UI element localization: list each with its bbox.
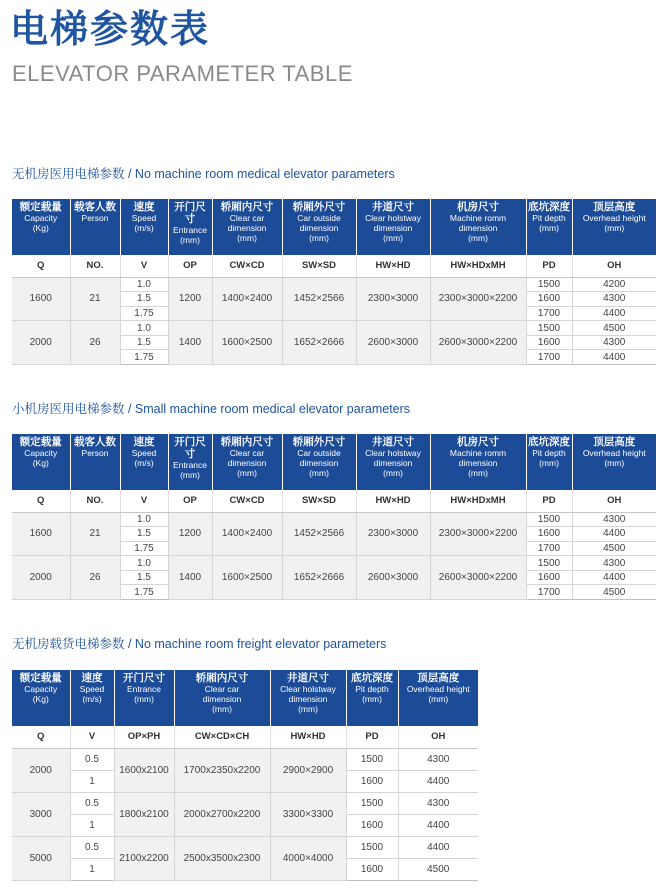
hoistway-cell: 3300×3300	[270, 792, 346, 836]
pit-depth-cell: 1600	[346, 770, 398, 792]
overhead-cell: 4400	[572, 350, 656, 365]
column-header-en: (mm)	[298, 704, 318, 714]
column-header-zh: 井道尺寸	[372, 436, 414, 448]
hoistway-cell: 4000×4000	[270, 836, 346, 880]
entrance-cell: 1400	[168, 321, 212, 365]
column-code: NO.	[70, 255, 120, 277]
overhead-cell: 4300	[572, 292, 656, 307]
column-code: PD	[346, 726, 398, 748]
hoistway-cell: 2300×3000	[356, 512, 430, 556]
persons-cell: 26	[70, 556, 120, 600]
column-header-en: dimension	[458, 458, 498, 468]
column-code: NO.	[70, 490, 120, 512]
column-header-en: Speed	[131, 213, 157, 223]
overhead-cell: 4500	[572, 585, 656, 600]
speed-cell: 1.75	[120, 306, 168, 321]
overhead-cell: 4300	[398, 792, 478, 814]
capacity-cell: 2000	[12, 556, 70, 600]
column-code: HW×HD	[356, 255, 430, 277]
speed-cell: 1.5	[120, 292, 168, 307]
hoistway-cell: 2600×3000	[356, 556, 430, 600]
column-code: HW×HD	[270, 726, 346, 748]
table-row	[12, 512, 656, 527]
column-header-en: (mm)	[428, 694, 449, 704]
overhead-cell: 4300	[572, 512, 656, 527]
column-header-en: Person	[81, 448, 109, 458]
car-outside-cell: 1452×2566	[282, 277, 356, 321]
column-header-en: (mm)	[212, 704, 232, 714]
column-code: SW×SD	[282, 255, 356, 277]
column-header-en: dimension	[299, 223, 339, 233]
column-header	[120, 199, 168, 255]
column-header-en: (mm)	[134, 694, 154, 704]
pit-depth-cell: 1500	[346, 792, 398, 814]
column-header	[12, 670, 70, 726]
column-header-en: dimension	[202, 694, 242, 704]
column-header-zh: 速度	[133, 436, 155, 448]
column-header-en: Clear car	[229, 448, 265, 458]
column-header-en: (Kg)	[32, 223, 49, 233]
column-code: Q	[12, 255, 70, 277]
column-header	[430, 434, 526, 490]
column-code: OH	[398, 726, 478, 748]
column-header-en: Overhead height	[582, 213, 646, 223]
column-header-en: (m/s)	[134, 458, 154, 468]
speed-cell: 1.0	[120, 512, 168, 527]
capacity-cell: 5000	[12, 836, 70, 880]
header-row	[12, 434, 656, 490]
column-code: OP×PH	[114, 726, 174, 748]
pit-depth-cell: 1700	[526, 541, 572, 556]
section-title-no-machine-room-freight: 无机房载货电梯参数 / No machine room freight elevator parameters	[12, 637, 387, 651]
column-header-zh: 机房尺寸	[457, 201, 499, 213]
car-inside-cell: 2500x3500x2300	[174, 836, 270, 880]
speed-cell: 1	[70, 858, 114, 880]
column-header-en: Clear car	[204, 684, 240, 694]
column-header-en: (mm)	[362, 694, 382, 704]
column-header	[212, 199, 282, 255]
column-header-zh: 开门尺寸	[123, 672, 165, 684]
speed-cell: 1.75	[120, 541, 168, 556]
column-header-en: (mm)	[309, 468, 329, 478]
column-header-zh: 载客人数	[74, 436, 116, 448]
speed-cell: 1.75	[120, 585, 168, 600]
column-code: HW×HDxMH	[430, 490, 526, 512]
column-header	[356, 199, 430, 255]
column-header-zh: 底坑深度	[351, 672, 393, 684]
column-header-en: Car outside	[297, 213, 341, 223]
column-header	[356, 434, 430, 490]
machine-room-cell: 2300×3000×2200	[430, 277, 526, 321]
column-header-zh: 额定载量	[19, 436, 62, 448]
speed-cell: 0.5	[70, 748, 114, 770]
column-code: PD	[526, 490, 572, 512]
column-header-zh: 轿厢内尺寸	[220, 436, 274, 448]
pit-depth-cell: 1600	[346, 814, 398, 836]
column-header	[70, 434, 120, 490]
pit-depth-cell: 1500	[526, 512, 572, 527]
column-header	[572, 434, 656, 490]
entrance-cell: 2100x2200	[114, 836, 174, 880]
speed-cell: 1.0	[120, 556, 168, 571]
overhead-cell: 4400	[572, 527, 656, 542]
capacity-cell: 2000	[12, 748, 70, 792]
table-small-machine-room-medical	[12, 434, 656, 600]
column-header-en: (m/s)	[134, 223, 154, 233]
table-row	[12, 277, 656, 292]
entrance-cell: 1200	[168, 277, 212, 321]
overhead-cell: 4500	[572, 541, 656, 556]
column-header	[114, 670, 174, 726]
column-header-en: (mm)	[237, 468, 257, 478]
column-header-en: (mm)	[383, 468, 403, 478]
column-header	[12, 434, 70, 490]
column-header-en: Entrance	[172, 225, 208, 235]
capacity-cell: 1600	[12, 512, 70, 556]
column-header-en: Overhead height	[406, 684, 470, 694]
column-header-en: Pit depth	[532, 448, 566, 458]
column-code: CW×CD	[212, 490, 282, 512]
machine-room-cell: 2300×3000×2200	[430, 512, 526, 556]
column-header	[282, 199, 356, 255]
column-header-zh: 底坑深度	[528, 436, 570, 448]
column-header-en: dimension	[227, 223, 267, 233]
column-header-en: (mm)	[309, 233, 329, 243]
machine-room-cell: 2600×3000×2200	[430, 556, 526, 600]
table-row	[12, 321, 656, 336]
column-header-en: (mm)	[237, 233, 257, 243]
persons-cell: 26	[70, 321, 120, 365]
column-code: OH	[572, 490, 656, 512]
entrance-cell: 1200	[168, 512, 212, 556]
column-header-zh: 开门尺寸	[174, 201, 206, 225]
code-row	[12, 490, 656, 512]
column-header-en: (mm)	[180, 470, 200, 480]
entrance-cell: 1800x2100	[114, 792, 174, 836]
column-header-en: Entrance	[126, 684, 162, 694]
header-row	[12, 199, 656, 255]
overhead-cell: 4500	[398, 858, 478, 880]
column-header	[398, 670, 478, 726]
overhead-cell: 4400	[398, 836, 478, 858]
column-header-en: (m/s)	[82, 694, 102, 704]
entrance-cell: 1400	[168, 556, 212, 600]
table-no-machine-room-medical	[12, 199, 656, 365]
column-code: PD	[526, 255, 572, 277]
pit-depth-cell: 1600	[526, 335, 572, 350]
column-header-zh: 顶层高度	[593, 436, 636, 448]
column-header-en: (mm)	[383, 233, 403, 243]
entrance-cell: 1600x2100	[114, 748, 174, 792]
car-inside-cell: 1400×2400	[212, 277, 282, 321]
column-header-zh: 顶层高度	[593, 201, 636, 213]
pit-depth-cell: 1500	[526, 277, 572, 292]
speed-cell: 0.5	[70, 836, 114, 858]
pit-depth-cell: 1600	[526, 292, 572, 307]
overhead-cell: 4400	[398, 770, 478, 792]
pit-depth-cell: 1700	[526, 350, 572, 365]
pit-depth-cell: 1600	[346, 858, 398, 880]
car-inside-cell: 1400×2400	[212, 512, 282, 556]
column-code: V	[120, 490, 168, 512]
overhead-cell: 4300	[398, 748, 478, 770]
persons-cell: 21	[70, 512, 120, 556]
column-code: Q	[12, 726, 70, 748]
column-header-en: (mm)	[468, 468, 488, 478]
hoistway-cell: 2300×3000	[356, 277, 430, 321]
pit-depth-cell: 1700	[526, 585, 572, 600]
column-header-zh: 载客人数	[74, 201, 116, 213]
speed-cell: 1.75	[120, 350, 168, 365]
column-header-en: Capacity	[24, 213, 58, 223]
page-title-zh: 电梯参数表	[10, 7, 211, 51]
column-header	[174, 670, 270, 726]
table-row	[12, 836, 478, 858]
column-header-en: Car outside	[297, 448, 341, 458]
machine-room-cell: 2600×3000×2200	[430, 321, 526, 365]
column-header-en: dimension	[299, 458, 339, 468]
column-header-en: Capacity	[24, 684, 58, 694]
overhead-cell: 4400	[398, 814, 478, 836]
capacity-cell: 3000	[12, 792, 70, 836]
overhead-cell: 4400	[572, 570, 656, 585]
column-header-en: (mm)	[604, 223, 625, 233]
column-header-en: (mm)	[604, 458, 625, 468]
table-row	[12, 556, 656, 571]
column-header-en: Clear holstway	[365, 213, 421, 223]
table-row	[12, 748, 478, 770]
capacity-cell: 1600	[12, 277, 70, 321]
column-header-zh: 轿厢内尺寸	[195, 672, 249, 684]
speed-cell: 1	[70, 814, 114, 836]
column-header	[70, 199, 120, 255]
column-header-zh: 速度	[81, 672, 103, 684]
overhead-cell: 4300	[572, 556, 656, 571]
column-header-zh: 顶层高度	[417, 672, 460, 684]
column-header-en: (Kg)	[32, 694, 49, 704]
column-header-en: Machine romm	[449, 213, 507, 223]
column-header-en: (mm)	[180, 235, 200, 245]
column-header	[526, 199, 572, 255]
overhead-cell: 4400	[572, 306, 656, 321]
persons-cell: 21	[70, 277, 120, 321]
car-inside-cell: 2000x2700x2200	[174, 792, 270, 836]
page-title-en: ELEVATOR PARAMETER TABLE	[12, 61, 353, 86]
column-header-en: Clear holstway	[280, 684, 336, 694]
column-header-en: Machine romm	[449, 448, 507, 458]
speed-cell: 1	[70, 770, 114, 792]
column-header-en: Pit depth	[532, 213, 566, 223]
speed-cell: 1.5	[120, 527, 168, 542]
overhead-cell: 4300	[572, 335, 656, 350]
column-header-en: (mm)	[539, 223, 559, 233]
column-header-en: Overhead height	[582, 448, 646, 458]
column-code: OP	[168, 490, 212, 512]
car-outside-cell: 1452×2566	[282, 512, 356, 556]
column-header-en: dimension	[373, 458, 413, 468]
pit-depth-cell: 1600	[526, 527, 572, 542]
column-header	[282, 434, 356, 490]
column-header-en: dimension	[288, 694, 328, 704]
car-outside-cell: 1652×2666	[282, 321, 356, 365]
column-header-en: dimension	[458, 223, 498, 233]
column-header-en: Entrance	[172, 460, 208, 470]
car-inside-cell: 1600×2500	[212, 321, 282, 365]
header-row	[12, 670, 478, 726]
column-header-en: Clear car	[229, 213, 265, 223]
column-header-en: Clear holstway	[365, 448, 421, 458]
section-title-small-machine-room-medical: 小机房医用电梯参数 / Small machine room medical elevator parameters	[12, 402, 411, 416]
speed-cell: 1.5	[120, 570, 168, 585]
column-header-en: dimension	[227, 458, 267, 468]
column-code: CW×CD×CH	[174, 726, 270, 748]
column-header	[212, 434, 282, 490]
pit-depth-cell: 1500	[346, 836, 398, 858]
pit-depth-cell: 1500	[346, 748, 398, 770]
section-title-no-machine-room-medical: 无机房医用电梯参数 / No machine room medical elevator parameters	[12, 167, 395, 181]
column-header	[526, 434, 572, 490]
car-outside-cell: 1652×2666	[282, 556, 356, 600]
column-header-en: Capacity	[24, 448, 58, 458]
speed-cell: 1.5	[120, 335, 168, 350]
pit-depth-cell: 1500	[526, 321, 572, 336]
table-no-machine-room-freight	[12, 670, 478, 881]
column-header	[120, 434, 168, 490]
column-header-en: Speed	[79, 684, 105, 694]
car-inside-cell: 1600×2500	[212, 556, 282, 600]
column-header-zh: 机房尺寸	[457, 436, 499, 448]
column-code: Q	[12, 490, 70, 512]
code-row	[12, 726, 478, 748]
pit-depth-cell: 1600	[526, 570, 572, 585]
column-header-en: dimension	[373, 223, 413, 233]
code-row	[12, 255, 656, 277]
column-code: OP	[168, 255, 212, 277]
overhead-cell: 4500	[572, 321, 656, 336]
column-header-en: Speed	[131, 448, 157, 458]
column-header	[572, 199, 656, 255]
pit-depth-cell: 1700	[526, 306, 572, 321]
column-header	[430, 199, 526, 255]
hoistway-cell: 2600×3000	[356, 321, 430, 365]
hoistway-cell: 2900×2900	[270, 748, 346, 792]
column-header-zh: 额定载量	[19, 201, 62, 213]
column-header	[70, 670, 114, 726]
column-code: OH	[572, 255, 656, 277]
column-code: SW×SD	[282, 490, 356, 512]
column-header-zh: 速度	[133, 201, 155, 213]
capacity-cell: 2000	[12, 321, 70, 365]
column-header-zh: 轿厢外尺寸	[292, 201, 346, 213]
column-header-en: Pit depth	[355, 684, 389, 694]
column-header	[12, 199, 70, 255]
overhead-cell: 4200	[572, 277, 656, 292]
column-header	[346, 670, 398, 726]
column-header-en: (Kg)	[32, 458, 49, 468]
car-inside-cell: 1700x2350x2200	[174, 748, 270, 792]
column-header-zh: 井道尺寸	[287, 672, 329, 684]
speed-cell: 1.0	[120, 321, 168, 336]
column-header-en: (mm)	[468, 233, 488, 243]
column-code: V	[70, 726, 114, 748]
column-code: HW×HDxMH	[430, 255, 526, 277]
column-header	[168, 434, 212, 490]
column-header-zh: 井道尺寸	[372, 201, 414, 213]
column-code: CW×CD	[212, 255, 282, 277]
column-header	[168, 199, 212, 255]
column-code: V	[120, 255, 168, 277]
table-row	[12, 792, 478, 814]
pit-depth-cell: 1500	[526, 556, 572, 571]
column-header-zh: 额定载量	[19, 672, 62, 684]
column-header-en: Person	[81, 213, 109, 223]
speed-cell: 1.0	[120, 277, 168, 292]
column-header-zh: 轿厢内尺寸	[220, 201, 274, 213]
column-header-zh: 轿厢外尺寸	[292, 436, 346, 448]
column-header-en: (mm)	[539, 458, 559, 468]
column-header-zh: 底坑深度	[528, 201, 570, 213]
speed-cell: 0.5	[70, 792, 114, 814]
column-code: HW×HD	[356, 490, 430, 512]
column-header	[270, 670, 346, 726]
column-header-zh: 开门尺寸	[174, 436, 206, 460]
